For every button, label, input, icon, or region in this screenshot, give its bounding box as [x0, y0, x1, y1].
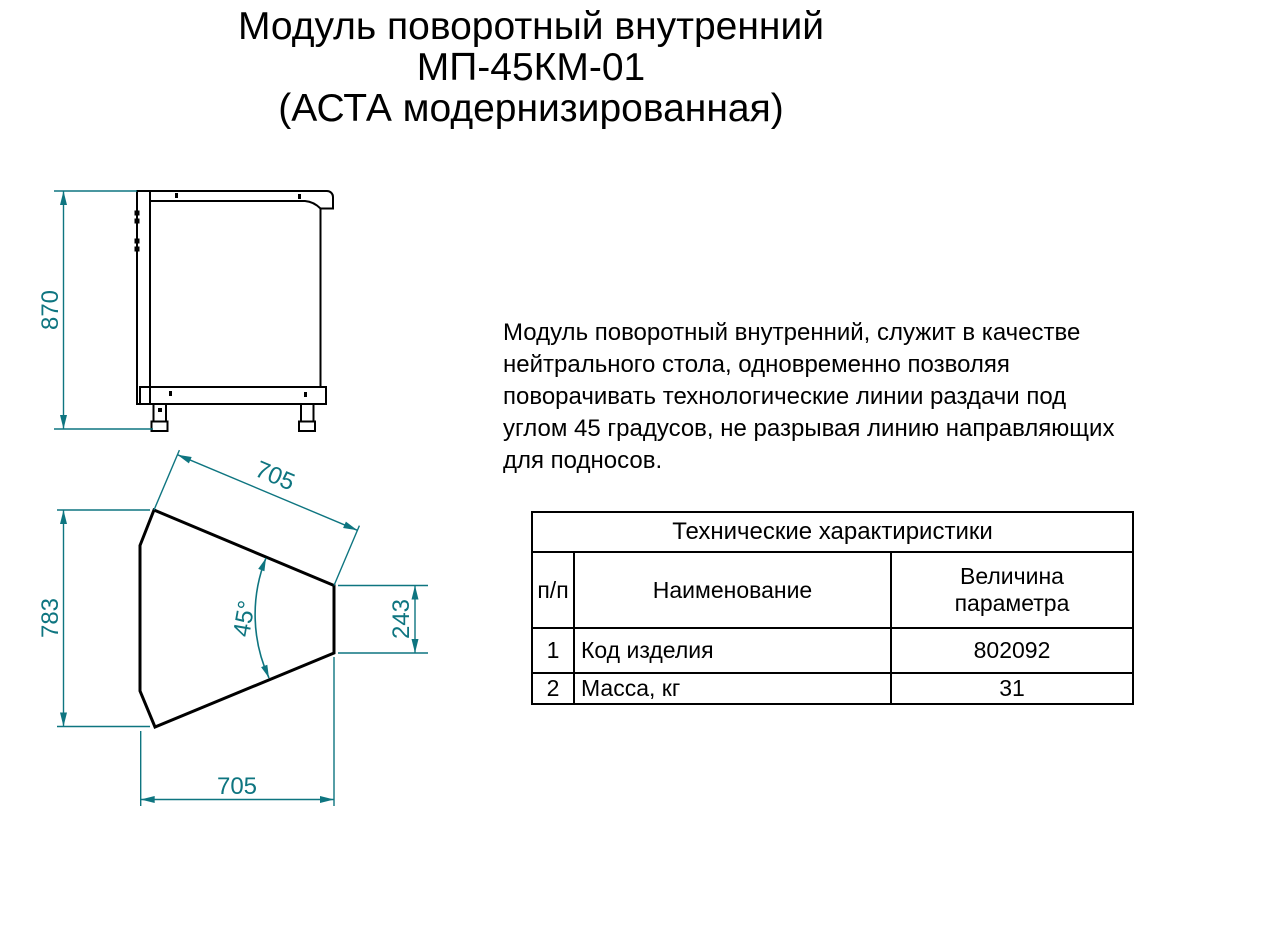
row-name-text: Масса, кг [581, 675, 681, 701]
dim-870-label: 870 [37, 289, 64, 331]
col-header-num: п/п [532, 552, 574, 628]
row-value: 802092 [891, 628, 1133, 673]
row-name [574, 673, 891, 704]
description-paragraph [503, 317, 1218, 477]
top-view-top-edge-dimension [154, 450, 359, 585]
specs-table [531, 511, 1134, 705]
row-name [574, 628, 891, 673]
row-num: 2 [532, 673, 574, 704]
table-row [532, 628, 1133, 673]
col-header-value-text: Величина параметра [954, 563, 1070, 616]
description-line: нейтрального стола, одновременно позволяя [503, 351, 1010, 378]
col-header-name: Наименование [574, 552, 891, 628]
title-line-1: Модуль поворотный внутренний [237, 5, 825, 48]
description-line: для подносов. [503, 447, 663, 474]
top-view-left-dimension [37, 510, 150, 727]
row-num: 1 [532, 628, 574, 673]
dim-705-bottom-label: 705 [216, 773, 258, 800]
specs-table-title: Технические характиристики [532, 512, 1133, 552]
dim-783-label: 783 [37, 597, 64, 639]
specs-table-header-row [532, 552, 1133, 628]
dim-45deg-label: 45° [228, 598, 262, 639]
front-view-fastener-marks [135, 193, 308, 412]
specs-table-title-row [532, 512, 1133, 552]
row-name-text: Код изделия [581, 637, 714, 663]
dim-705-top-label: 705 [251, 455, 299, 497]
table-row [532, 673, 1133, 704]
description-line: углом 45 градусов, не разрывая линию направляющих [503, 415, 1115, 442]
description-line: поворачивать технологические линии раздачи под [503, 383, 1067, 410]
title-line-3: (АСТА модернизированная) [278, 87, 784, 130]
title-line-2: МП-45КМ-01 [416, 46, 646, 89]
front-view-height-dimension [37, 191, 153, 429]
top-view-right-dimension [338, 586, 428, 654]
top-view-angle-dimension [228, 558, 269, 678]
description-line: Модуль поворотный внутренний, служит в качестве [503, 319, 1081, 346]
front-view-outline [137, 191, 333, 431]
col-header-value [891, 552, 1133, 628]
top-view-bottom-dimension [141, 657, 334, 806]
row-value: 31 [891, 673, 1133, 704]
dim-243-label: 243 [388, 598, 415, 640]
